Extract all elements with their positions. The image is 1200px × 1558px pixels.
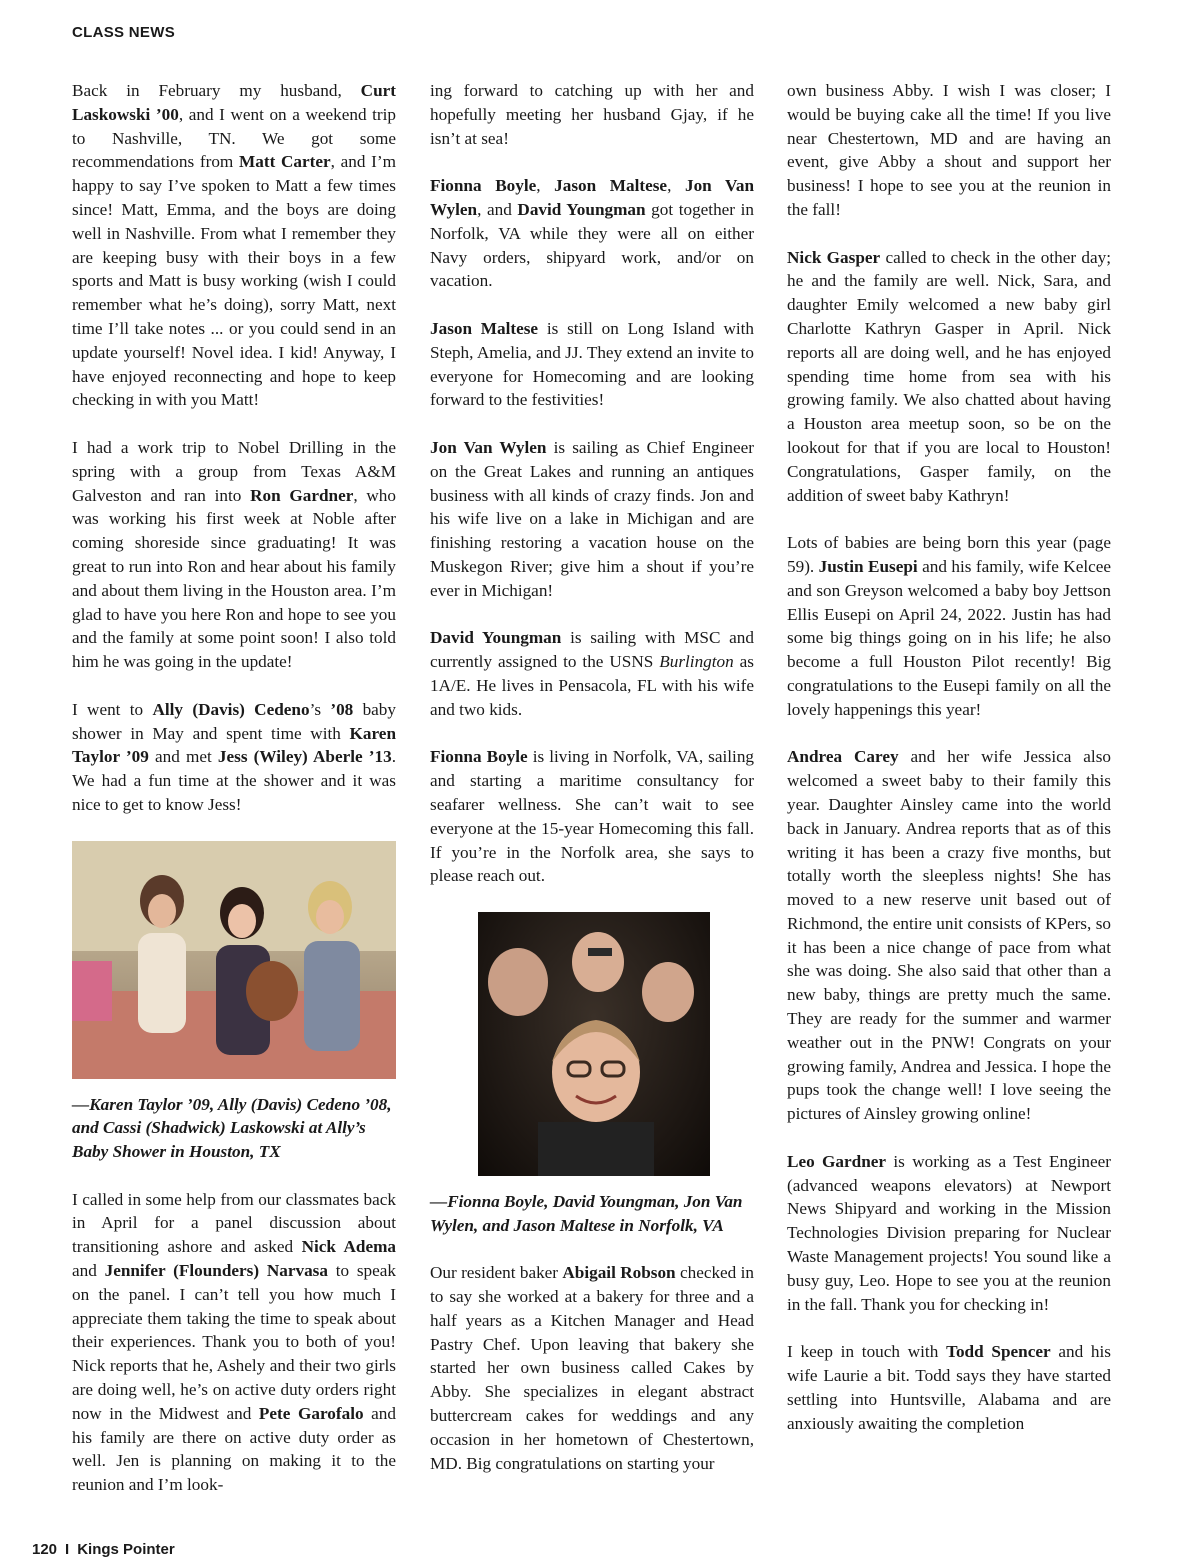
paragraph: Our resident baker Abigail Robson checked in to say she worked at a bakery for three and a half years as a Kitchen Manager and Head Pastry Chef. Upon leaving that bakery she started her own business called Cakes by Abby. She specializes in elegant abstract buttercream cakes for weddings and any occasion in her hometown of Chestertown, MD. Big congratulations on starting your (430, 1263, 754, 1473)
photo-caption: —Fionna Boyle, David Youngman, Jon Van Wylen, and Jason Maltese in Norfolk, VA (430, 1191, 743, 1235)
section-header: CLASS NEWS (72, 24, 176, 41)
paragraph: I keep in touch with Todd Spencer and his wife Laurie a bit. Todd says they have started settling into Huntsville, Alabama and are anxiously awaiting the completion (787, 1342, 1111, 1433)
paragraph: Nick Gasper called to check in the other day; he and the family are well. Nick, Sara, and daughter Emily welcomed a new baby girl Charlotte Kathryn Gasper in April. Nick reports all are doing well, and he has enjoyed spending time home from sea with his growing family. We also chatted about having a Houston area meetup soon, so be on the lookout for that if you are local to Houston! Congratulations, Gasper family, on the addition of sweet baby Kathryn! (787, 247, 1112, 505)
paragraph: David Youngman is sailing with MSC and currently assigned to the USNS Burlington as 1A/E. He lives in Pensacola, FL with his wife and two kids. (430, 628, 754, 719)
paragraph: Lots of babies are being born this year (page 59). Justin Eusepi and his family, wife Kelcee and son Greyson welcomed a baby boy Jettson Ellis Eusepi on April 24, 2022. Justin has had some big things going on in his life; he also become a full Houston Pilot recently! Big congratulations to the Eusepi family on all the lovely happenings this year! (787, 533, 1111, 719)
article-column-3 (787, 79, 1111, 1435)
paragraph: Jason Maltese is still on Long Island with Steph, Amelia, and JJ. They extend an invite to everyone for Homecoming and are looking forward to the festivities! (430, 318, 755, 410)
paragraph: Fionna Boyle, Jason Maltese, Jon Van Wylen, and David Youngman got together in Norfolk, VA while they were all on either Navy orders, shipyard work, and/or on vacation. (430, 176, 754, 291)
paragraph: own business Abby. I wish I was closer; I would be buying cake all the time! If you live near Chestertown, MD and are having an event, give Abby a shout and support her business! I hope to see you at the reunion in the fall! (787, 81, 1111, 219)
paragraph: Jon Van Wylen is sailing as Chief Engineer on the Great Lakes and running an antiques business with all kinds of crazy finds. Jon and his wife live on a lake in Michigan and are finishing restoring a vacation house on the Muskegon River; give him a shout if you’re ever in Michigan! (430, 437, 755, 600)
article-column-2 (430, 79, 754, 1475)
footer-separator: I (65, 1541, 70, 1558)
page-number: 120 (32, 1541, 58, 1558)
paragraph: Leo Gardner is working as a Test Engineer (advanced weapons elevators) at Newport News Shipyard and working in the Mission Technologies Division preparing for Nuclear Waste Management projects! You sound like a busy guy, Leo. Hope to see you at the reunion in the fall. Thank you for checking in! (787, 1151, 1111, 1314)
paragraph: Andrea Carey and her wife Jessica also welcomed a sweet baby to their family this year. Daughter Ainsley came into the world back in January. Andrea reports that as of this writing it has been a crazy five months, but totally worth the sleepless nights! She has moved to a new reserve unit based out of Richmond, the entire unit consists of KPers, so it has been a nice change of pace from what she was doing. She also said that other than a new baby, things are pretty much the same. They are ready for the summer and warmer weather out in the PNW! Congrats on your growing family, Andrea and Jessica. I hope the pups took the change well! I love seeing the pictures of Ainsley growing online! (787, 747, 1111, 1124)
paragraph: Back in February my husband, Curt Laskowski ’00, and I went on a weekend trip to Nashville, TN. We got some recommendations from Matt Carter, and I’m happy to say I’ve spoken to Matt a few times since! Matt, Emma, and the boys are doing well in Nashville. From what I remember they are keeping busy with their boys in a few sports and Matt is busy working (wish I could remember what he’s doing), sorry Matt, next time I’ll take notes ... or you could send in an update yourself! Novel idea. I kid! Anyway, I have enjoyed reconnecting and hope to keep checking in with you Matt! (72, 81, 396, 410)
publication-name: Kings Pointer (77, 1541, 175, 1558)
baby-shower-photo (72, 841, 396, 1079)
photo-caption: —Karen Taylor ’09, Ally (Davis) Cedeno ’08, and Cassi (Shadwick) Laskowski at Ally’s Baby Shower in Houston, TX (72, 1094, 392, 1162)
page-footer (32, 1541, 175, 1558)
paragraph: I went to Ally (Davis) Cedeno’s ’08 baby shower in May and spent time with Karen Taylor ’09 and met Jess (Wiley) Aberle ’13. We had a fun time at the shower and it was nice to get to know Jess! (72, 699, 396, 814)
article-column-1 (72, 79, 396, 1497)
paragraph: ing forward to catching up with her and hopefully meeting her husband Gjay, if he isn’t at sea! (430, 81, 754, 148)
paragraph: Fionna Boyle is living in Norfolk, VA, sailing and starting a maritime consultancy for seafarer wellness. She can’t wait to see everyone at the 15-year Homecoming this fall. If you’re in the Norfolk area, she says to please reach out. (430, 747, 755, 886)
paragraph: I called in some help from our classmates back in April for a panel discussion about transitioning ashore and asked Nick Adema and Jennifer (Flounders) Narvasa to speak on the panel. I can’t tell you how much I appreciate them taking the time to speak about their experiences. Thank you to both of you! Nick reports that he, Ashely and their two girls are doing well, he’s on active duty orders right now in the Midwest and Pete Garofalo and his family are there on active duty order as well. Jen is planning on making it to the reunion and I’m look- (72, 1189, 397, 1495)
norfolk-group-photo (478, 912, 710, 1176)
paragraph: I had a work trip to Nobel Drilling in the spring with a group from Texas A&M Galveston and ran into Ron Gardner, who was working his first week at Noble after coming shoreside since graduating! It was great to run into Ron and hear about his family and about them living in the Houston area. I’m glad to have you here Ron and hope to see you and the family at some point soon! I also told him he was going in the update! (72, 437, 396, 672)
